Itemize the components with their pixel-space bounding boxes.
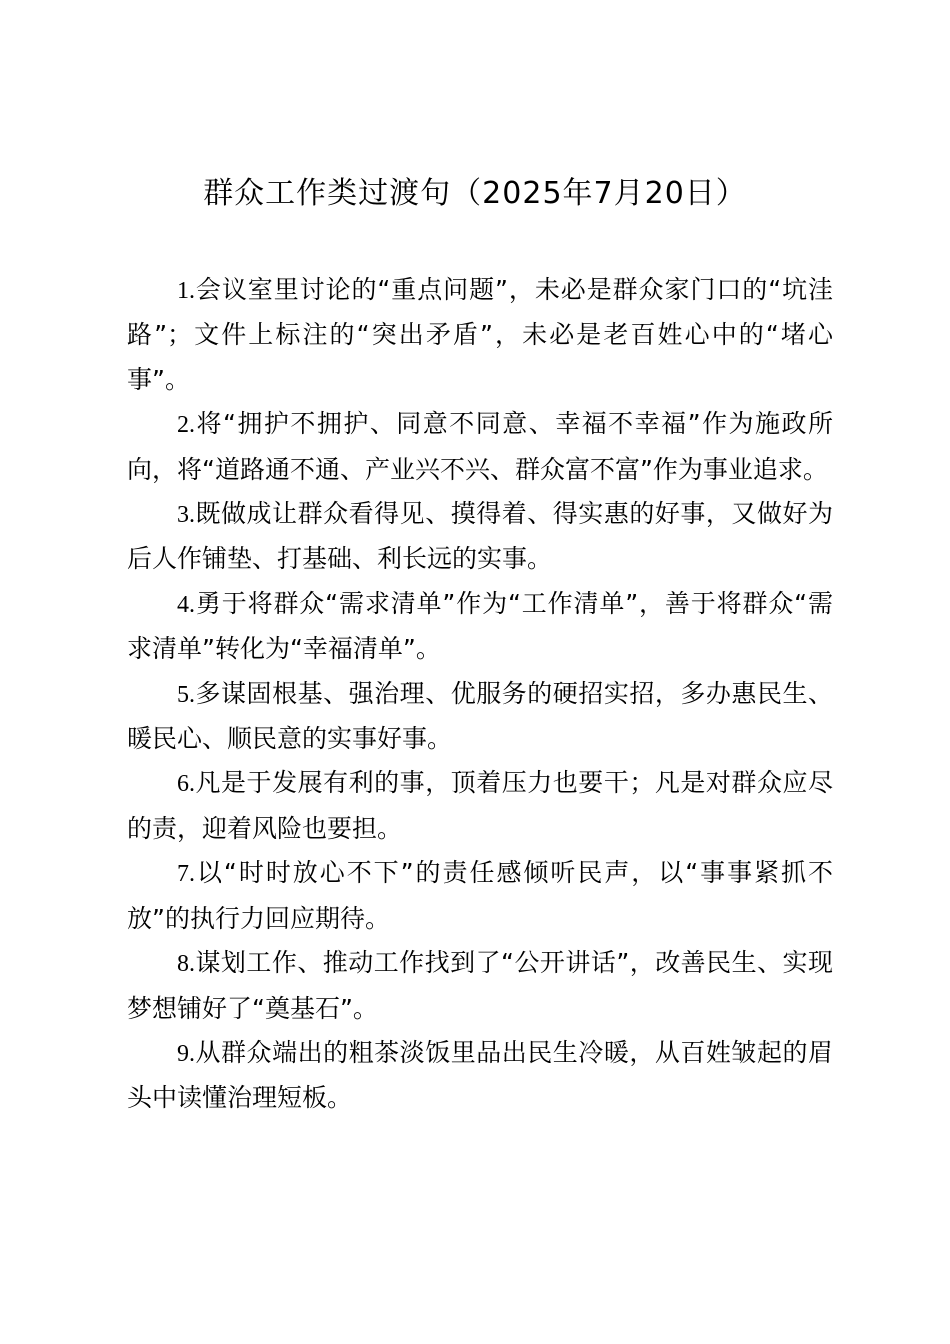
paragraph-text: 将“拥护不拥护、同意不同意、幸福不幸福”作为施政所向，将“道路通不通、产业兴不兴、群众富不富”作为事业追求。 [127,409,833,484]
paragraph-text: 勇于将群众“需求清单”作为“工作清单”，善于将群众“需求清单”转化为“幸福清单”。 [127,588,833,664]
paragraph-3 [127,492,833,582]
paragraph-text: 凡是于发展有利的事，顶着压力也要干；凡是对群众应尽的责，迎着风险也要担。 [127,768,833,843]
paragraph-number: 6. [177,771,195,798]
paragraph-text: 谋划工作、推动工作找到了“公开讲话”，改善民生、实现梦想铺好了“奠基石”。 [127,948,833,1023]
paragraph-number: 5. [177,681,195,708]
paragraph-number: 8. [177,951,195,978]
paragraph-6 [127,761,833,851]
paragraph-number: 2. [177,412,195,439]
paragraph-7 [127,851,833,941]
paragraph-number: 9. [177,1040,195,1067]
paragraph-list [127,268,833,1121]
paragraph-8 [127,941,833,1031]
paragraph-9 [127,1031,833,1121]
paragraph-number: 1. [177,278,195,304]
paragraph-text: 从群众端出的粗茶淡饭里品出民生冷暖，从百姓皱起的眉头中读懂治理短板。 [127,1037,833,1113]
paragraph-1 [127,268,833,402]
paragraph-number: 7. [177,861,195,888]
paragraph-text: 会议室里讨论的“重点问题”，未必是群众家门口的“坑洼路”；文件上标注的“突出矛盾”，未必是老百姓心中的“堵心事”。 [127,275,833,394]
paragraph-text: 以“时时放心不下”的责任感倾听民声，以“事事紧抓不放”的执行力回应期待。 [127,858,833,933]
paragraph-4 [127,582,833,672]
paragraph-text: 既做成让群众看得见、摸得着、得实惠的好事，又做好为后人作铺垫、打基础、利长远的实事。 [127,499,833,574]
paragraph-text: 多谋固根基、强治理、优服务的硬招实招，多办惠民生、暖民心、顺民意的实事好事。 [127,678,833,754]
page-title: 群众工作类过渡句（2025年7月20日） [203,176,747,211]
paragraph-number: 3. [177,502,195,529]
paragraph-number: 4. [177,591,195,618]
paragraph-2 [127,402,833,492]
paragraph-5 [127,672,833,762]
